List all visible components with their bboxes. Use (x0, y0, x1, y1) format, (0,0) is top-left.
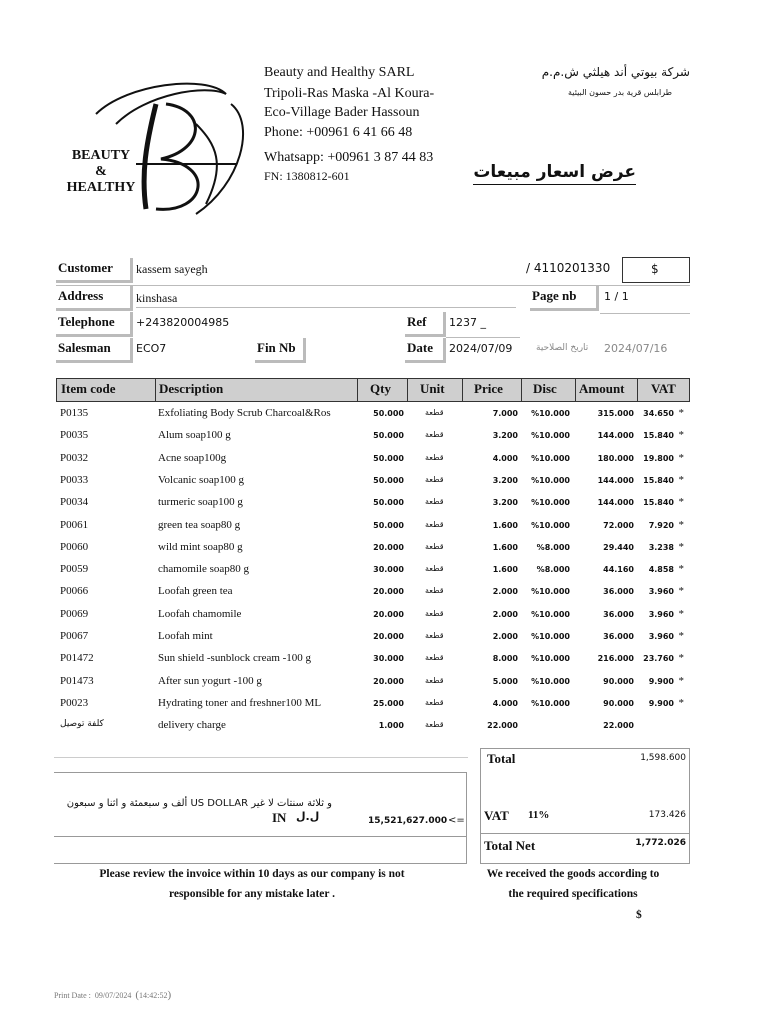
vat-cell: 7.920 (648, 520, 674, 530)
amount-cell: 90.000 (603, 676, 634, 686)
vat-cell: 19.800 (643, 453, 674, 463)
description-cell: turmeric soap100 g (158, 496, 243, 509)
col-description: Description (159, 381, 224, 396)
qty-cell: 1.000 (378, 721, 404, 731)
description-cell: Alum soap100 g (158, 429, 231, 442)
qty-cell: 20.000 (373, 632, 404, 641)
col-price: Price (474, 381, 503, 396)
table-row (56, 404, 690, 426)
currency-symbol: $ (651, 262, 659, 276)
description-cell: green tea soap80 g (158, 518, 241, 531)
divider (136, 307, 516, 308)
date-value: 2024/07/09 (449, 342, 513, 355)
vat-star-cell: * (678, 696, 684, 709)
divider (54, 757, 468, 758)
table-row (56, 426, 690, 448)
ref-label-box (405, 312, 446, 337)
received-note-line-2: the required specifications (508, 888, 638, 900)
company-whatsapp: Whatsapp: +00961 3 87 44 83 (264, 150, 434, 165)
salesman-label: Salesman (58, 340, 111, 355)
net-value: 1,772.026 (635, 838, 686, 848)
table-row (56, 672, 690, 694)
company-name-ar: شركة بيوتي أند هيلثي ش.م.م (541, 65, 690, 79)
price-cell: 1.600 (492, 520, 518, 530)
price-cell: 5.000 (492, 676, 518, 686)
vat-cell: 15.840 (643, 498, 674, 508)
price-cell: 2.000 (492, 632, 518, 641)
page-value: 1 / 1 (604, 290, 629, 303)
unit-cell: قطعة (425, 519, 444, 529)
finnb-label-box (255, 338, 306, 363)
disc-cell: %8.000 (536, 542, 570, 552)
vat-label: VAT (484, 808, 509, 823)
price-cell: 4.000 (492, 453, 518, 463)
amount-cell: 216.000 (597, 654, 634, 664)
amount-cell: 72.000 (603, 520, 634, 530)
ref-label: Ref (407, 314, 427, 329)
description-cell: Sun shield -sunblock cream -100 g (158, 652, 312, 665)
validity-label-ar: تاريخ الصلاحية (536, 343, 589, 353)
page-label: Page nb (532, 288, 577, 303)
qty-cell: 50.000 (373, 409, 404, 418)
vat-cell: 3.960 (648, 609, 674, 619)
disc-cell: %10.000 (531, 609, 570, 619)
amount-cell: 36.000 (603, 587, 634, 597)
vat-value: 173.426 (648, 810, 686, 820)
review-note-line-1: Please review the invoice within 10 days as our company is not (99, 868, 405, 880)
print-date-value: 09/07/2024 (94, 991, 132, 1000)
table-row (56, 538, 690, 560)
divider (446, 337, 520, 338)
unit-cell: قطعة (425, 586, 444, 596)
bh-monogram-icon (56, 64, 256, 224)
table-row (56, 582, 690, 604)
vat-cell: 4.858 (648, 565, 674, 575)
table-row (56, 649, 690, 671)
amount-cell: 144.000 (597, 431, 634, 441)
qty-cell: 20.000 (373, 609, 404, 619)
item-code-cell: كلفة توصيل (60, 719, 104, 730)
item-code-cell: P01473 (60, 674, 94, 687)
disc-cell: %8.000 (536, 565, 570, 575)
amount-cell: 144.000 (597, 475, 634, 485)
qty-cell: 30.000 (373, 565, 404, 575)
item-code-cell: P0066 (60, 585, 89, 598)
qty-cell: 25.000 (373, 698, 404, 708)
item-code-cell: P0067 (60, 630, 89, 642)
vat-star-cell: * (678, 451, 684, 464)
divider (54, 836, 466, 837)
qty-cell: 50.000 (373, 453, 404, 463)
col-disc: Disc (533, 381, 557, 396)
price-cell: 3.200 (492, 498, 518, 508)
vat-star-cell: * (678, 496, 684, 509)
table-row (56, 493, 690, 515)
description-cell: chamomile soap80 g (158, 563, 250, 576)
description-cell: Hydrating toner and freshner100 ML (158, 696, 322, 709)
col-unit: Unit (420, 381, 445, 396)
disc-cell: %10.000 (531, 520, 570, 530)
unit-cell: قطعة (425, 497, 444, 507)
item-code-cell: P0059 (60, 563, 89, 576)
unit-cell: قطعة (425, 697, 444, 707)
company-address-ar: طرابلس قرية بدر حسون البيئية (568, 88, 672, 97)
table-row (56, 516, 690, 538)
print-date-label: Print Date : (54, 991, 91, 1000)
col-qty: Qty (370, 381, 391, 396)
vat-star-cell: * (678, 674, 684, 687)
in-label: IN (272, 810, 287, 825)
qty-cell: 20.000 (373, 587, 404, 597)
col-amount: Amount (579, 381, 625, 396)
disc-cell: %10.000 (531, 453, 570, 463)
qty-cell: 50.000 (373, 475, 404, 485)
customer-value: kassem sayegh (136, 262, 208, 276)
unit-cell: قطعة (425, 653, 444, 663)
amount-in-words-ar: و ثلاثة سنتات لا غير US DOLLAR ألف و سبعمئة و اثنا و سبعون (66, 798, 332, 809)
company-logo (56, 64, 256, 224)
amount-cell: 90.000 (603, 698, 634, 708)
unit-cell: قطعة (425, 675, 444, 685)
salesman-value: ECO7 (136, 342, 167, 355)
description-cell: delivery charge (158, 719, 226, 732)
item-code-cell: P0061 (60, 518, 89, 531)
price-cell: 2.000 (492, 587, 518, 597)
vat-star-cell: * (678, 518, 684, 531)
vat-cell: 9.900 (648, 698, 674, 708)
unit-cell: قطعة (425, 430, 444, 440)
date-label-box (405, 338, 446, 363)
company-name: Beauty and Healthy SARL (264, 65, 415, 80)
price-cell: 22.000 (487, 721, 518, 731)
disc-cell: %10.000 (531, 498, 570, 508)
table-row (56, 449, 690, 471)
vat-star-cell: * (678, 563, 684, 576)
vat-cell: 23.760 (643, 654, 674, 664)
table-row (56, 716, 690, 738)
description-cell: After sun yogurt -100 g (158, 674, 262, 687)
vat-star-cell: * (678, 607, 684, 620)
qty-cell: 50.000 (373, 520, 404, 530)
vat-cell: 9.900 (648, 676, 674, 686)
col-item-code: Item code (61, 381, 116, 396)
vat-star-cell: * (678, 630, 684, 642)
description-cell: Loofah mint (158, 630, 213, 642)
vat-star-cell: * (678, 473, 684, 486)
received-note-line-1: We received the goods according to (486, 868, 660, 880)
logo-text-2: & (95, 164, 107, 179)
qty-cell: 50.000 (373, 431, 404, 441)
item-code-cell: P0032 (60, 451, 89, 464)
vat-star-cell: * (678, 540, 684, 553)
vat-rate: 11% (528, 809, 550, 821)
item-code-cell: P0034 (60, 496, 89, 509)
page-label-box (530, 286, 599, 311)
disc-cell: %10.000 (531, 632, 570, 641)
date-label: Date (407, 340, 433, 355)
qty-cell: 30.000 (373, 654, 404, 664)
unit-cell: قطعة (425, 720, 444, 730)
table-row (56, 694, 690, 716)
description-cell: wild mint soap80 g (158, 540, 243, 553)
amount-cell: 180.000 (597, 453, 634, 463)
qty-cell: 20.000 (373, 676, 404, 686)
vat-star-cell: * (678, 652, 684, 665)
vat-cell: 3.960 (648, 632, 674, 641)
telephone-value: +243820004985 (136, 316, 230, 329)
total-value: 1,598.600 (640, 753, 686, 763)
item-code-cell: P0069 (60, 607, 89, 620)
price-cell: 3.200 (492, 475, 518, 485)
disc-cell: %10.000 (531, 676, 570, 686)
disc-cell: %10.000 (531, 587, 570, 597)
amount-cell: 29.440 (603, 542, 634, 552)
amount-cell: 22.000 (603, 721, 634, 731)
review-note-line-2: responsible for any mistake later . (168, 888, 336, 900)
item-code-cell: P0060 (60, 540, 89, 553)
customer-label-box (56, 258, 133, 283)
description-cell: Loofah chamomile (158, 607, 242, 620)
address-label-box (56, 286, 133, 311)
received-currency: $ (636, 909, 642, 921)
customer-label: Customer (58, 260, 113, 275)
unit-cell: قطعة (425, 564, 444, 574)
price-cell: 1.600 (492, 542, 518, 552)
address-label: Address (58, 288, 104, 303)
vat-cell: 34.650 (643, 409, 674, 418)
item-code-cell: P0023 (60, 696, 89, 709)
finnb-label: Fin Nb (257, 340, 296, 355)
col-vat: VAT (651, 381, 676, 396)
price-cell: 1.600 (492, 565, 518, 575)
unit-cell: قطعة (425, 631, 444, 640)
price-cell: 8.000 (492, 654, 518, 664)
table-row (56, 471, 690, 493)
arrow-indicator: <= (448, 815, 465, 826)
price-cell: 7.000 (492, 409, 518, 418)
salesman-label-box (56, 338, 133, 363)
price-cell: 2.000 (492, 609, 518, 619)
disc-cell: %10.000 (531, 431, 570, 441)
items-table-header (56, 378, 690, 402)
description-cell: Exfoliating Body Scrub Charcoal&Ros (158, 407, 331, 419)
table-row (56, 560, 690, 582)
customer-account: / 4110201330 (526, 261, 611, 275)
address-value: kinshasa (136, 291, 178, 305)
disc-cell: %10.000 (531, 698, 570, 708)
amount-cell: 36.000 (603, 632, 634, 641)
company-address-1: Tripoli-Ras Maska -Al Koura- (264, 86, 435, 101)
unit-cell: قطعة (425, 541, 444, 551)
vat-star-cell: * (678, 585, 684, 598)
amount-cell: 144.000 (597, 498, 634, 508)
item-code-cell: P01472 (60, 652, 94, 665)
validity-value: 2024/07/16 (604, 342, 668, 355)
price-cell: 3.200 (492, 431, 518, 441)
item-code-cell: P0135 (60, 407, 89, 419)
disc-cell: %10.000 (531, 475, 570, 485)
unit-cell: قطعة (425, 608, 444, 618)
unit-cell: قطعة (425, 474, 444, 484)
lbp-label: ل.ل (296, 810, 320, 823)
divider (480, 833, 690, 834)
unit-cell: قطعة (425, 452, 444, 462)
table-row (56, 627, 690, 649)
print-date: Print Date : 09/07/2024 (14:42:52) (54, 989, 172, 1001)
item-code-cell: P0035 (60, 429, 89, 442)
table-row (56, 605, 690, 627)
amount-cell: 315.000 (597, 409, 634, 418)
vat-cell: 3.960 (648, 587, 674, 597)
vat-cell: 3.238 (648, 542, 674, 552)
company-phone: Phone: +00961 6 41 66 48 (264, 125, 413, 140)
company-fn: FN: 1380812-601 (264, 169, 350, 183)
vat-cell: 15.840 (643, 475, 674, 485)
description-cell: Loofah green tea (158, 585, 233, 598)
company-address-2: Eco-Village Bader Hassoun (264, 105, 420, 120)
amount-cell: 36.000 (603, 609, 634, 619)
unit-cell: قطعة (425, 408, 444, 417)
telephone-label-box (56, 312, 133, 337)
telephone-label: Telephone (58, 314, 115, 329)
price-cell: 4.000 (492, 698, 518, 708)
document-title-ar: عرض اسعار مبيعات (473, 162, 636, 185)
qty-cell: 50.000 (373, 498, 404, 508)
disc-cell: %10.000 (531, 654, 570, 664)
logo-text-1: BEAUTY (71, 148, 131, 163)
divider (600, 313, 690, 314)
total-label: Total (487, 751, 516, 766)
disc-cell: %10.000 (531, 409, 570, 418)
item-code-cell: P0033 (60, 473, 89, 486)
print-time-value: 14:42:52 (139, 991, 168, 1000)
lbp-amount: 15,521,627.000 (368, 816, 448, 826)
qty-cell: 20.000 (373, 542, 404, 552)
description-cell: Acne soap100g (158, 451, 227, 464)
ref-value: 1237 _ (449, 316, 486, 329)
amount-cell: 44.160 (603, 565, 634, 575)
vat-star-cell: * (678, 429, 684, 442)
net-label: Total Net (484, 838, 536, 853)
logo-text-3: HEALTHY (66, 180, 136, 195)
description-cell: Volcanic soap100 g (158, 473, 244, 486)
vat-cell: 15.840 (643, 431, 674, 441)
vat-star-cell: * (678, 407, 684, 419)
